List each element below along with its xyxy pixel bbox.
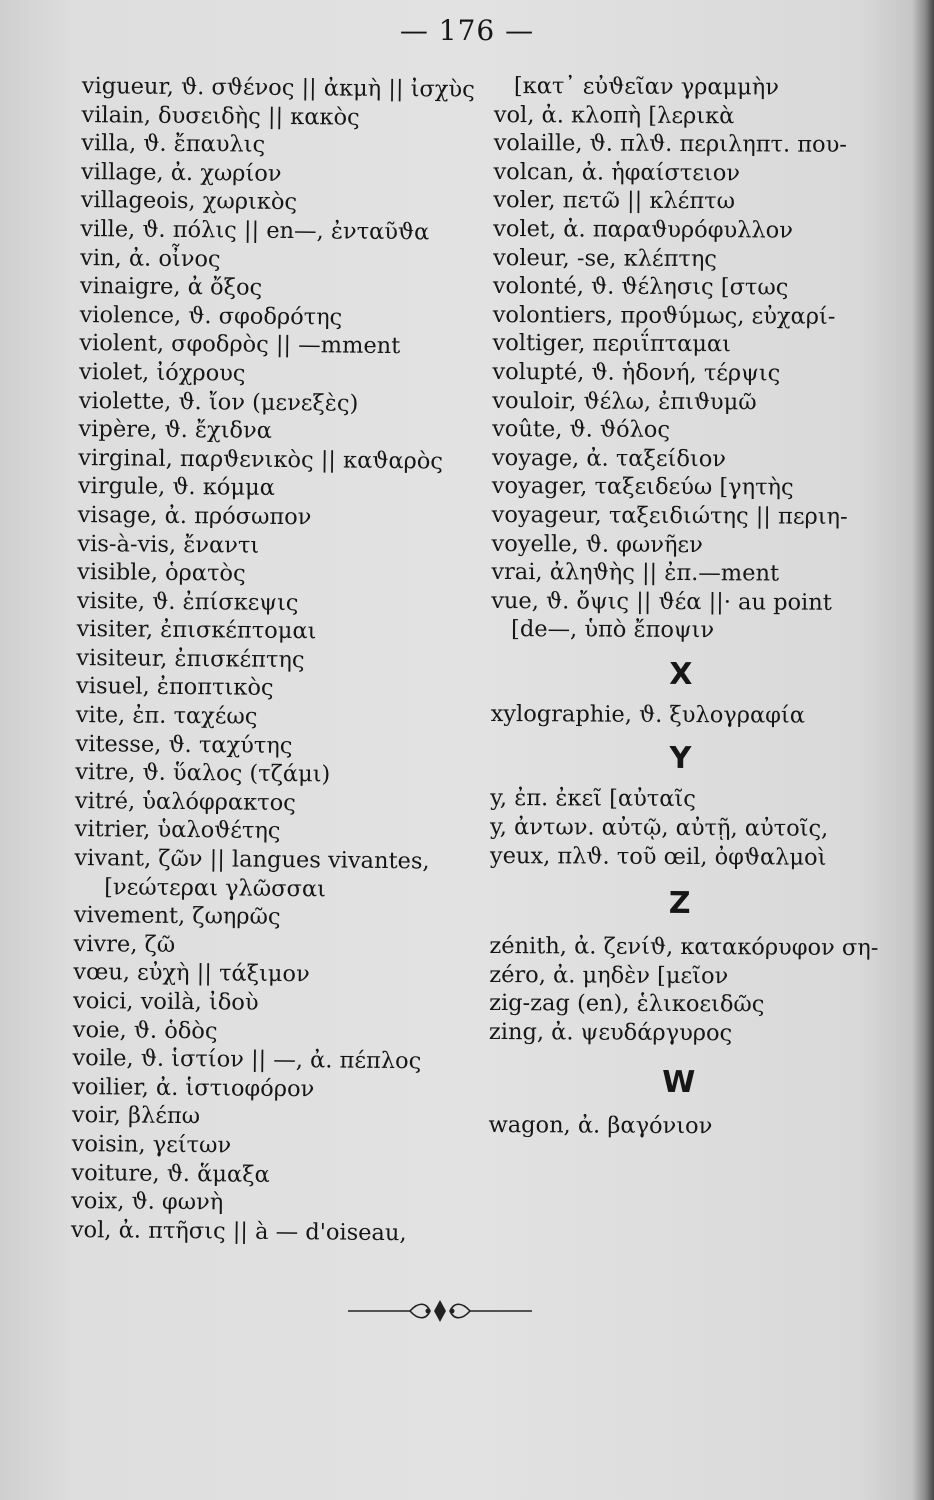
dictionary-entry: voix, ϑ. φωνὴ [71, 1188, 224, 1216]
dictionary-entry: wagon, ἀ. βαγόνιον [488, 1111, 713, 1139]
dictionary-entry: vol, ἀ. κλοπὴ [λερικὰ [493, 101, 735, 129]
dictionary-entry: visite, ϑ. ἐπίσκεψις [76, 587, 299, 616]
dictionary-entry: voir, βλέπω [71, 1102, 201, 1130]
ornament-divider-icon [340, 1296, 540, 1326]
dictionary-entry: voltiger, περιΐπταμαι [492, 330, 732, 358]
dictionary-entry: vitré, ὑαλόφρακτος [74, 787, 296, 816]
dictionary-entry: vigueur, ϑ. σϑένος || ἀκμὴ || ἰσχὺς [81, 72, 475, 103]
dictionary-entry: vilain, δυσειδὴς || κακὸς [81, 101, 360, 131]
dictionary-entry: voyage, ἀ. ταξείδιον [491, 444, 727, 472]
dictionary-entry: vol, ἀ. πτῆσις || à — d'oiseau, [70, 1216, 407, 1246]
dictionary-entry: vite, ἐπ. ταχέως [75, 702, 258, 730]
dictionary-entry: vue, ϑ. ὄψις || ϑέα ||· au point [491, 587, 832, 616]
dictionary-entry: volet, ἀ. παραϑυρόφυλλον [493, 215, 793, 244]
section-letter-w: W [662, 1064, 696, 1100]
dictionary-entry: y, ἀντων. αὐτῷ, αὐτῇ, αὐτοῖς, [489, 814, 829, 842]
dictionary-entry: violent, σφοδρὸς || —mment [79, 330, 401, 360]
dictionary-entry: voici, voilà, ἰδοὺ [72, 987, 259, 1016]
dictionary-entry: voiture, ϑ. ἅμαξα [71, 1159, 270, 1188]
dictionary-entry-continuation: [κατ᾽ εὐϑεῖαν γραμμὴν [513, 73, 780, 101]
dictionary-entry: voleur, -se, κλέπτης [492, 244, 718, 272]
dictionary-entry: volcan, ἀ. ἡφαίστειον [493, 158, 741, 187]
dictionary-entry: voyelle, ϑ. φωνῆεν [491, 530, 703, 558]
dictionary-entry: volaille, ϑ. πλϑ. περιληπτ. που- [493, 130, 847, 159]
dictionary-entry: village, ἀ. χωρίον [80, 158, 282, 187]
dictionary-entry: zing, ἀ. ψευδάργυρος [488, 1019, 733, 1047]
dictionary-entry: zénith, ἀ. ζενίϑ, κατακόρυφον ση- [489, 933, 879, 962]
section-letter-x: X [669, 656, 693, 692]
dictionary-entry: villageois, χωρικὸς [80, 187, 298, 216]
dictionary-entry: visible, ὁρατὸς [77, 559, 246, 587]
left-column [70, 72, 475, 1248]
dictionary-entry: vinaigre, ἀ ὄξος [79, 273, 263, 301]
section-letter-z: Z [668, 886, 691, 922]
dictionary-entry: vrai, ἀληϑὴς || ἐπ.—ment [491, 559, 780, 587]
dictionary-entry: villa, ϑ. ἔπαυλις [81, 130, 266, 158]
dictionary-entry: y, ἐπ. ἐκεῖ [αὐταῖς [490, 785, 696, 813]
dictionary-entry-continuation: [de—, ὑπὸ ἔποψιν [511, 616, 715, 644]
dictionary-entry: visage, ἀ. πρόσωπον [77, 501, 312, 531]
dictionary-entry: vitre, ϑ. ὕαλος (τζάμι) [75, 759, 331, 788]
section-letter-y: Y [669, 741, 692, 777]
dictionary-entry: voyager, ταξειδεύω [γητὴς [491, 473, 794, 501]
dictionary-entry: voisin, γείτων [71, 1130, 232, 1159]
dictionary-entry: volupté, ϑ. ἡδονή, τέρψις [492, 358, 781, 387]
dictionary-entry: xylographie, ϑ. ξυλογραφία [490, 700, 806, 729]
dictionary-entry: violence, ϑ. σφοδρότης [79, 301, 343, 331]
dictionary-entry: volonté, ϑ. ϑέλησις [στως [492, 273, 789, 301]
dictionary-entry: vivre, ζῶ [73, 930, 176, 958]
dictionary-entry: volontiers, προϑύμως, εὐχαρί- [492, 301, 836, 330]
dictionary-entry: vitrier, ὑαλοϑέτης [74, 816, 281, 845]
dictionary-entry: vœu, εὐχὴ || τάξιμον [73, 959, 310, 988]
dictionary-entry: zig-zag (en), ἑλικοειδῶς [489, 990, 765, 1018]
page-number: — 176 — [399, 14, 535, 47]
dictionary-entry: yeux, πλϑ. τοῦ œil, ὀφϑαλμοὶ [489, 842, 827, 871]
dictionary-entry: vin, ἀ. οἶνος [80, 244, 221, 272]
dictionary-entry: zéro, ἀ. μηδὲν [μεῖον [489, 961, 729, 990]
dictionary-entry: voilier, ἀ. ἱστιοφόρον [72, 1073, 315, 1103]
dictionary-entry: virgule, ϑ. κόμμα [77, 473, 275, 502]
dictionary-entry-continuation: [νεώτεραι γλῶσσαι [104, 873, 327, 903]
dictionary-entry: visiteur, ἐπισκέπτης [76, 644, 305, 674]
dictionary-entry: voile, ϑ. ἱστίον || —, ἀ. πέπλος [72, 1045, 422, 1075]
page-edge-shadow [912, 0, 934, 1500]
dictionary-entry: vitesse, ϑ. ταχύτης [75, 730, 293, 759]
dictionary-entry: violet, ἰόχρους [78, 358, 246, 387]
dictionary-entry: ville, ϑ. πόλις || en—, ἐνταῦϑα [80, 215, 430, 246]
dictionary-entry: vis-à-vis, ἔναντι [77, 530, 260, 559]
dictionary-entry: voie, ϑ. ὁδὸς [72, 1016, 218, 1044]
dictionary-entry: violette, ϑ. ἴον (μενεξὲς) [78, 387, 359, 417]
dictionary-entry: vivant, ζῶν || langues vivantes, [74, 844, 430, 875]
dictionary-entry: virginal, παρϑενικὸς || καϑαρὸς [78, 444, 444, 475]
dictionary-entry: voyageur, ταξειδιώτης || περιη- [491, 501, 848, 530]
dictionary-entry: vouloir, ϑέλω, ἐπιϑυμῶ [492, 387, 757, 415]
dictionary-entry: vivement, ζωηρῶς [73, 902, 281, 931]
dictionary-entry: voler, πετῶ || κλέπτω [493, 187, 736, 215]
dictionary-entry: visiter, ἐπισκέπτομαι [76, 616, 317, 645]
right-column [488, 72, 879, 1141]
dictionary-entry: voûte, ϑ. ϑόλος [492, 416, 671, 444]
dictionary-entry: vipère, ϑ. ἔχιδνα [78, 416, 273, 444]
dictionary-entry: visuel, ἐποπτικὸς [75, 673, 274, 702]
